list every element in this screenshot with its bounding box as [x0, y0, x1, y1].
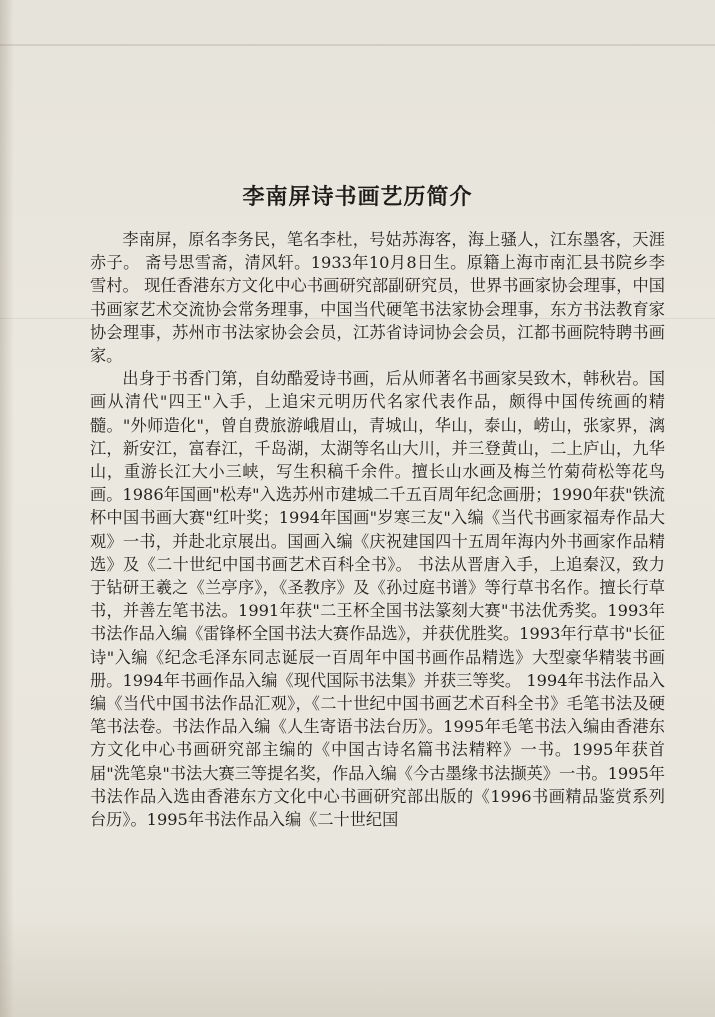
paragraph-biography: 李南屏，原名李务民，笔名李杜，号姑苏海客，海上骚人，江东墨客，天涯赤子。 斋号思雪斋，清风轩。1933年10月8日生。原籍上海市南汇县书院乡李雪村。 现任香港东方文化中心书画研究部副研究员，世界书画家协会理事，中国书画家艺术交流协会常务理事，中国当代硬笔书法家协会理事，东方书法教育家协会理事，苏州市书法家协会会员，江苏省诗词协会会员，江都书画院特聘书画家。 — [90, 230, 665, 366]
page-title: 李南屏诗书画艺历简介 — [242, 185, 473, 210]
paper-edge-shadow — [0, 0, 14, 1017]
document-body — [90, 228, 665, 831]
paper-fold-line — [0, 44, 715, 46]
paragraph-artistic-career: 出身于书香门第，自幼酷爱诗书画，后从师著名书画家吴致木，韩秋岩。国画从清代"四王"入手，上追宋元明历代名家代表作品，颇得中国传统画的精髓。"外师造化"，曾自费旅游峨眉山，青城山，华山，泰山，崂山，张家界，漓江，新安江，富春江，千岛湖，太湖等名山大川，并三登黄山，二上庐山，九华山，重游长江大小三峡，写生积稿千余件。擅长山水画及梅兰竹菊荷松等花鸟画。1986年国画"松寿"入选苏州市建城二千五百周年纪念画册；1990年获"铁流杯中国书画大赛"红叶奖；1994年国画"岁寒三友"入编《当代书画家福寿作品大观》一书，并赴北京展出。国画入编《庆祝建国四十五周年海内外书画家作品精选》及《二十世纪中国书画艺术百科全书》。 书法从晋唐入手，上追秦汉，致力于钻研王羲之《兰亭序》，《圣教序》及《孙过庭书谱》等行草书名作。擅长行草书，并善左笔书法。1991年获"二王杯全国书法篆刻大赛"书法优秀奖。1993年书法作品入编《雷锋杯全国书法大赛作品选》，并获优胜奖。1993年行草书"长征诗"入编《纪念毛泽东同志诞辰一百周年中国书画作品精选》大型豪华精装书画册。1994年书画作品入编《现代国际书法集》并获三等奖。 1994年书法作品入编《当代中国书法作品汇观》，《二十世纪中国书画艺术百科全书》毛笔书法及硬笔书法卷。书法作品入编《人生寄语书法台历》。1995年毛笔书法入编由香港东方文化中心书画研究部主编的《中国古诗名篇书法精粹》一书。1995年获首届"洗笔泉"书法大赛三等提名奖，作品入编《今古墨缘书法撷英》一书。1995年书法作品入选由香港东方文化中心书画研究部出版的《1996书画精品鉴赏系列台历》。1995年书法作品入编《二十世纪国 — [90, 369, 665, 830]
paper-stain — [0, 907, 715, 1017]
